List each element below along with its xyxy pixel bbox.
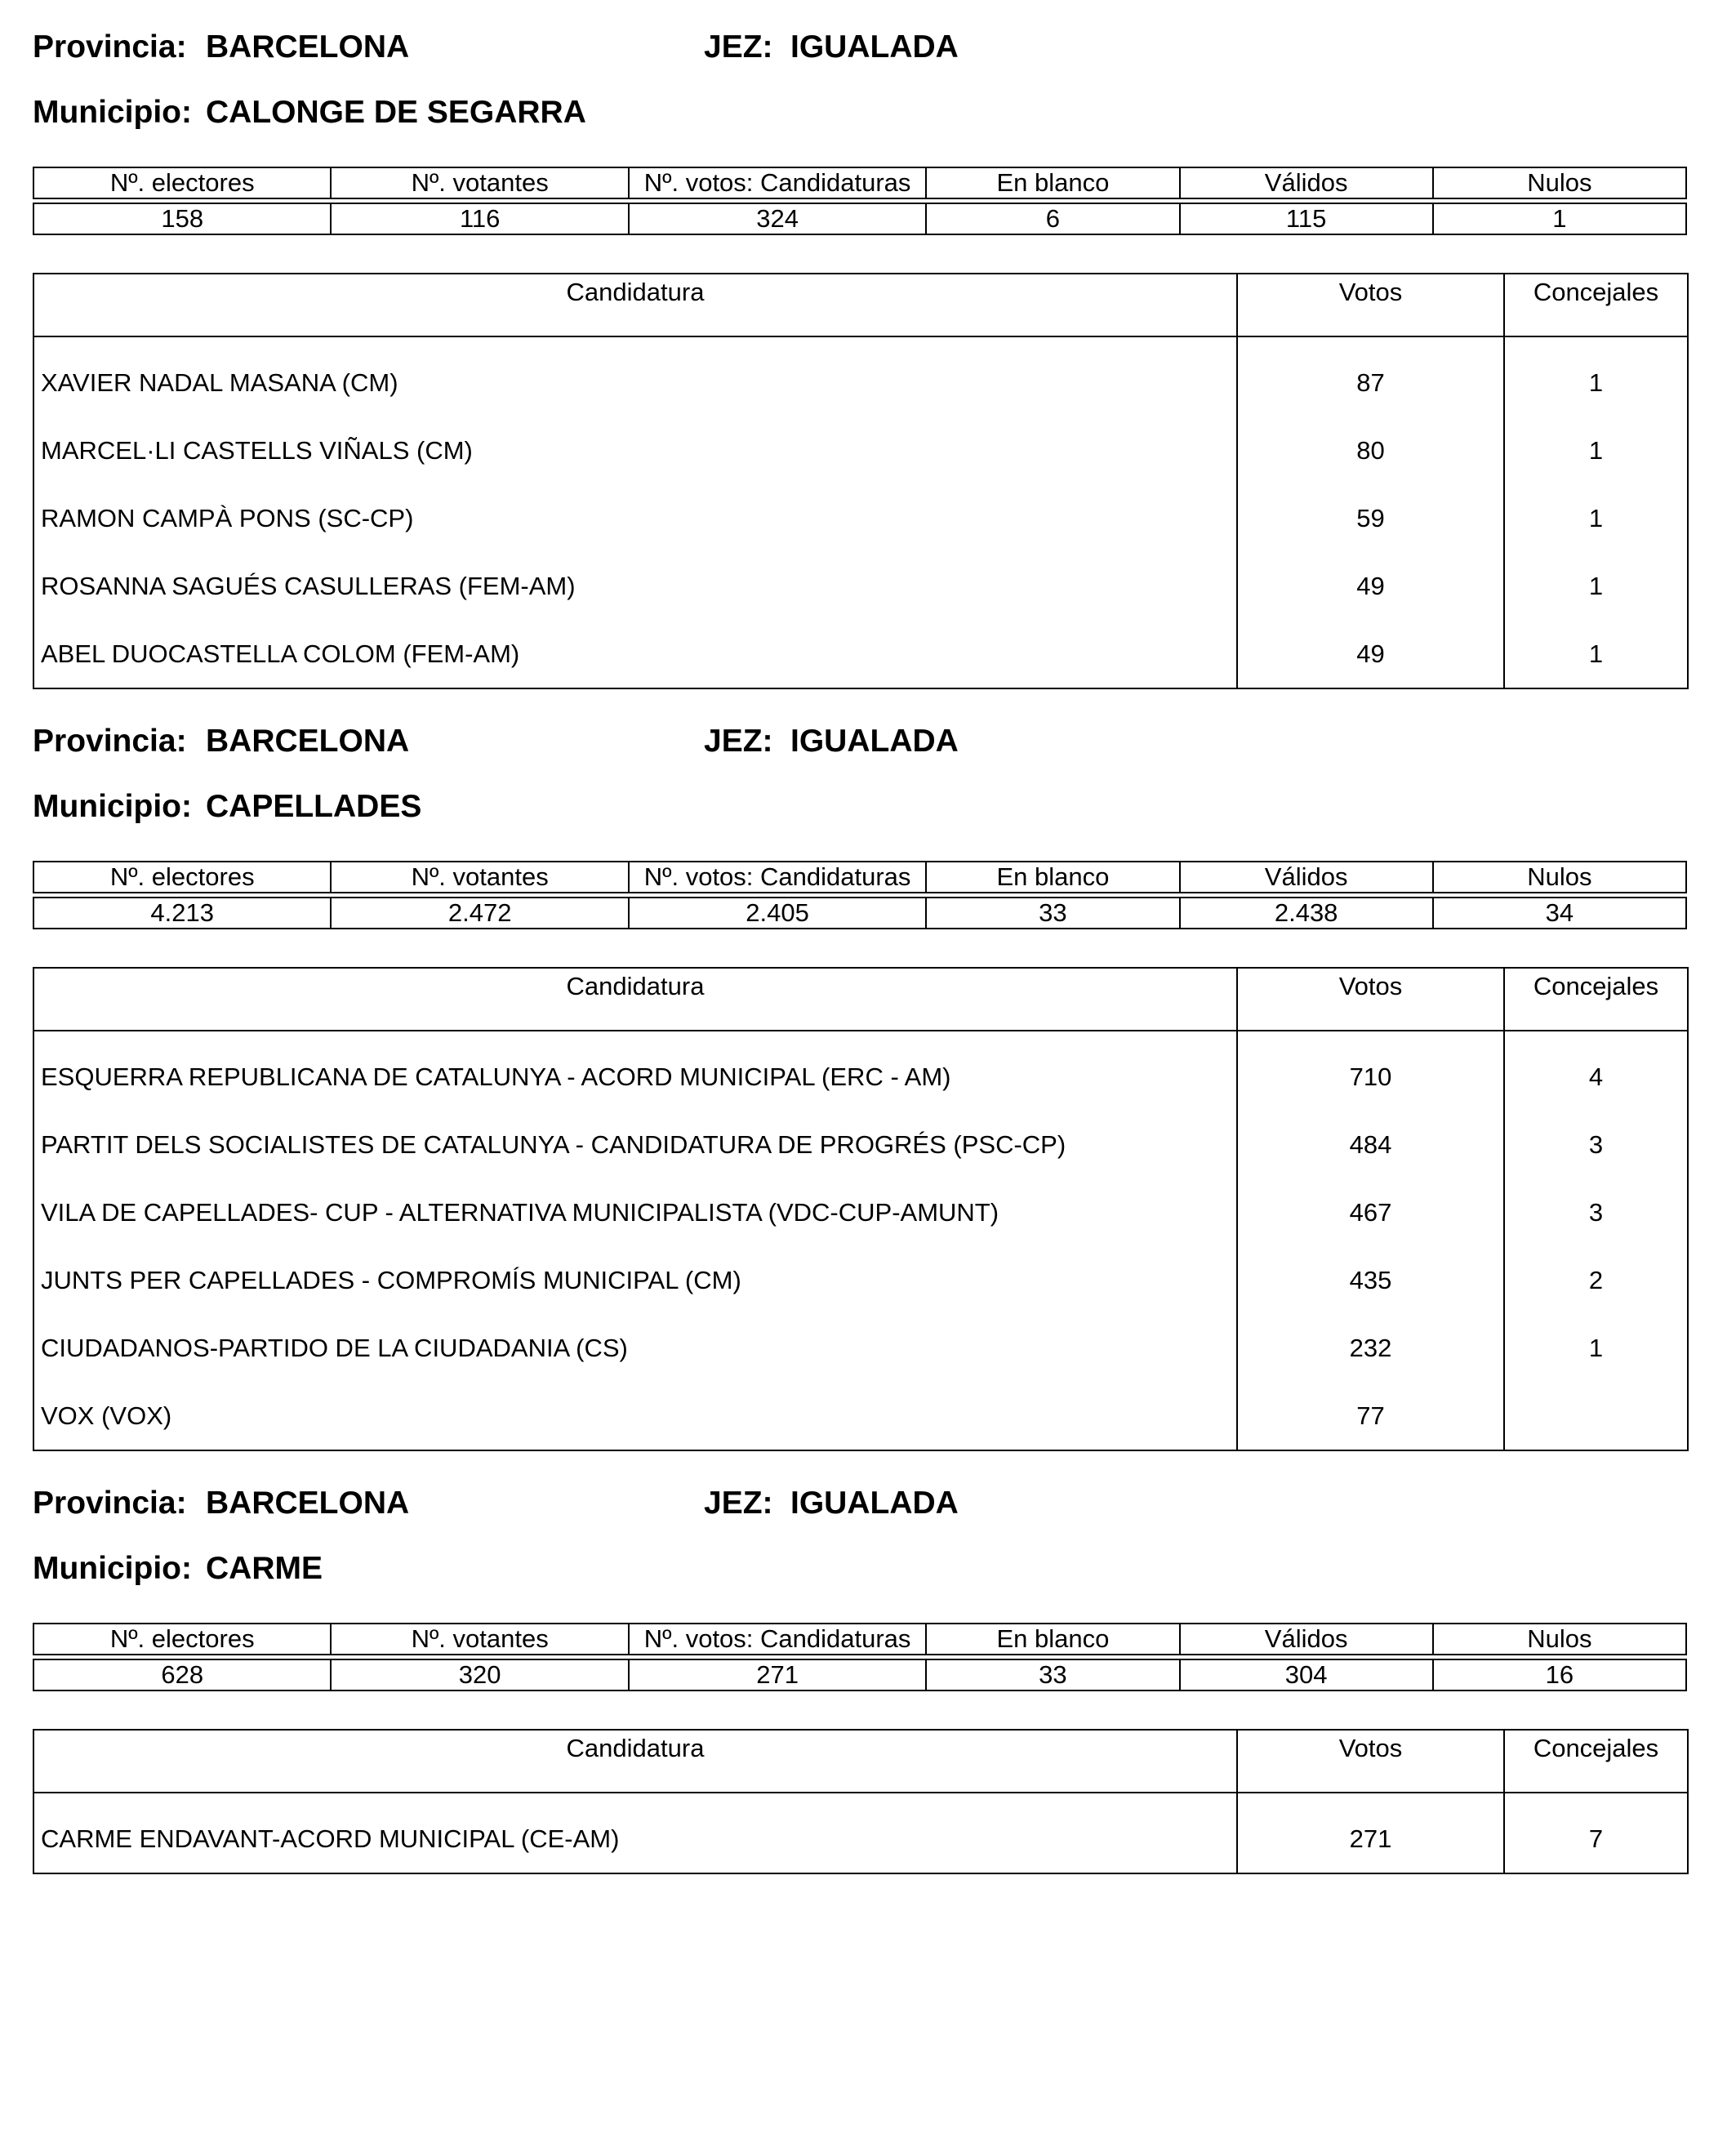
candidature-name: PARTIT DELS SOCIALISTES DE CATALUNYA - CANDIDATURA DE PROGRÉS (PSC-CP) [41, 1129, 1066, 1159]
summary-header-row [33, 862, 1686, 893]
summary-header-cell: Nº. electores [33, 862, 331, 893]
candidatures-table [33, 967, 1689, 1451]
candidature-votes: 49 [1237, 620, 1504, 688]
candidature-votes: 484 [1237, 1111, 1504, 1178]
candidature-row [33, 1111, 1688, 1178]
summary-table [33, 167, 1687, 235]
candidature-row [33, 1314, 1688, 1382]
summary-value-cell: 116 [331, 203, 628, 234]
municipio-value: CALONGE DE SEGARRA [206, 95, 586, 130]
candidature-councillors: 1 [1504, 552, 1688, 620]
candidatures-header-row [33, 274, 1688, 336]
candidature-councillors: 1 [1504, 336, 1688, 416]
summary-value-cell: 320 [331, 1659, 628, 1690]
summary-value-cell: 324 [629, 203, 926, 234]
provincia-value: BARCELONA [206, 724, 410, 759]
summary-header-cell: Nº. electores [33, 1624, 331, 1655]
summary-header-row [33, 167, 1686, 198]
candidature-row [33, 416, 1688, 484]
candidatures-header-cell: Votos [1237, 968, 1504, 1031]
provincia-label: Provincia: [33, 29, 187, 65]
candidature-votes: 232 [1237, 1314, 1504, 1382]
municipio-heading [33, 1551, 1687, 1623]
summary-value-cell: 304 [1180, 1659, 1433, 1690]
candidature-row [33, 336, 1688, 416]
summary-header-cell: En blanco [926, 167, 1179, 198]
jez-value: IGUALADA [790, 1486, 959, 1521]
municipality-section [33, 29, 1687, 689]
summary-header-cell: Nº. electores [33, 167, 331, 198]
summary-header-cell: Nº. votantes [331, 1624, 628, 1655]
candidatures-table [33, 273, 1689, 689]
summary-table [33, 1623, 1687, 1691]
candidature-row [33, 1178, 1688, 1246]
summary-value-cell: 2.405 [629, 898, 926, 929]
candidature-councillors: 1 [1504, 620, 1688, 688]
candidatures-header-row [33, 1730, 1688, 1793]
candidature-votes: 77 [1237, 1382, 1504, 1450]
candidatures-header-cell: Concejales [1504, 968, 1688, 1031]
jez-value: IGUALADA [790, 724, 959, 759]
candidature-name: CIUDADANOS-PARTIDO DE LA CIUDADANIA (CS) [41, 1333, 628, 1362]
candidatures-header-cell: Concejales [1504, 1730, 1688, 1793]
candidatures-header-cell: Candidatura [33, 968, 1237, 1031]
summary-header-cell: Nº. votantes [331, 167, 628, 198]
jez-label: JEZ: [704, 724, 773, 759]
candidature-row [33, 620, 1688, 688]
candidature-name: XAVIER NADAL MASANA (CM) [41, 368, 398, 397]
candidature-votes: 435 [1237, 1246, 1504, 1314]
candidature-councillors: 4 [1504, 1031, 1688, 1111]
candidature-row [33, 1793, 1688, 1873]
candidatures-header-row [33, 968, 1688, 1031]
candidature-name: ROSANNA SAGUÉS CASULLERAS (FEM-AM) [41, 571, 576, 600]
summary-header-cell: Nulos [1433, 1624, 1686, 1655]
jez-value: IGUALADA [790, 29, 959, 65]
candidature-votes: 59 [1237, 484, 1504, 552]
candidature-councillors [1504, 1382, 1688, 1450]
candidature-name: JUNTS PER CAPELLADES - COMPROMÍS MUNICIPAL (CM) [41, 1265, 741, 1294]
municipio-value: CARME [206, 1551, 323, 1586]
candidature-name: MARCEL·LI CASTELLS VIÑALS (CM) [41, 435, 473, 465]
summary-value-row [33, 1659, 1686, 1690]
summary-value-cell: 2.472 [331, 898, 628, 929]
summary-header-row [33, 1624, 1686, 1655]
candidature-councillors: 1 [1504, 1314, 1688, 1382]
candidature-row [33, 484, 1688, 552]
municipio-heading [33, 789, 1687, 861]
candidature-name: RAMON CAMPÀ PONS (SC-CP) [41, 503, 414, 532]
candidature-votes: 710 [1237, 1031, 1504, 1111]
summary-header-cell: Nulos [1433, 862, 1686, 893]
summary-value-cell: 6 [926, 203, 1179, 234]
summary-value-cell: 1 [1433, 203, 1686, 234]
candidature-votes: 271 [1237, 1793, 1504, 1873]
summary-header-cell: En blanco [926, 1624, 1179, 1655]
summary-value-cell: 628 [33, 1659, 331, 1690]
provincia-value: BARCELONA [206, 29, 410, 65]
candidatures-header-cell: Concejales [1504, 274, 1688, 336]
summary-value-cell: 158 [33, 203, 331, 234]
summary-value-cell: 271 [629, 1659, 926, 1690]
candidature-name: ABEL DUOCASTELLA COLOM (FEM-AM) [41, 639, 520, 668]
provincia-value: BARCELONA [206, 1486, 410, 1521]
summary-header-cell: Nulos [1433, 167, 1686, 198]
candidature-councillors: 1 [1504, 416, 1688, 484]
municipio-label: Municipio: [33, 95, 192, 130]
candidature-name: CARME ENDAVANT-ACORD MUNICIPAL (CE-AM) [41, 1824, 620, 1853]
candidature-votes: 467 [1237, 1178, 1504, 1246]
candidature-row [33, 552, 1688, 620]
municipio-label: Municipio: [33, 1551, 192, 1586]
municipio-label: Municipio: [33, 789, 192, 824]
summary-table [33, 861, 1687, 929]
candidature-votes: 87 [1237, 336, 1504, 416]
candidatures-header-cell: Candidatura [33, 1730, 1237, 1793]
candidature-name: VOX (VOX) [41, 1401, 172, 1430]
section-header [33, 724, 1687, 789]
summary-value-row [33, 898, 1686, 929]
candidature-row [33, 1246, 1688, 1314]
provincia-label: Provincia: [33, 724, 187, 759]
candidature-row [33, 1382, 1688, 1450]
candidature-row [33, 1031, 1688, 1111]
candidature-councillors: 3 [1504, 1178, 1688, 1246]
summary-value-cell: 115 [1180, 203, 1433, 234]
candidatures-header-cell: Candidatura [33, 274, 1237, 336]
municipio-value: CAPELLADES [206, 789, 422, 824]
candidature-name: ESQUERRA REPUBLICANA DE CATALUNYA - ACORD MUNICIPAL (ERC - AM) [41, 1062, 951, 1091]
municipality-section [33, 1486, 1687, 1874]
summary-header-cell: Válidos [1180, 862, 1433, 893]
candidature-councillors: 1 [1504, 484, 1688, 552]
candidatures-header-cell: Votos [1237, 1730, 1504, 1793]
candidature-name: VILA DE CAPELLADES- CUP - ALTERNATIVA MUNICIPALISTA (VDC-CUP-AMUNT) [41, 1197, 999, 1227]
section-header [33, 1486, 1687, 1551]
summary-value-cell: 33 [926, 1659, 1179, 1690]
jez-label: JEZ: [704, 29, 773, 65]
candidatures-table [33, 1729, 1689, 1874]
municipality-section [33, 724, 1687, 1451]
summary-header-cell: Válidos [1180, 1624, 1433, 1655]
summary-value-cell: 16 [1433, 1659, 1686, 1690]
summary-header-cell: En blanco [926, 862, 1179, 893]
candidature-councillors: 2 [1504, 1246, 1688, 1314]
summary-value-cell: 4.213 [33, 898, 331, 929]
summary-value-cell: 34 [1433, 898, 1686, 929]
summary-header-cell: Nº. votos: Candidaturas [629, 167, 926, 198]
candidature-votes: 80 [1237, 416, 1504, 484]
summary-value-cell: 33 [926, 898, 1179, 929]
candidatures-header-cell: Votos [1237, 274, 1504, 336]
candidature-votes: 49 [1237, 552, 1504, 620]
summary-value-cell: 2.438 [1180, 898, 1433, 929]
section-header [33, 29, 1687, 95]
candidature-councillors: 7 [1504, 1793, 1688, 1873]
candidature-councillors: 3 [1504, 1111, 1688, 1178]
summary-header-cell: Nº. votos: Candidaturas [629, 862, 926, 893]
summary-header-cell: Válidos [1180, 167, 1433, 198]
summary-header-cell: Nº. votantes [331, 862, 628, 893]
summary-value-row [33, 203, 1686, 234]
municipio-heading [33, 95, 1687, 167]
jez-label: JEZ: [704, 1486, 773, 1521]
summary-header-cell: Nº. votos: Candidaturas [629, 1624, 926, 1655]
provincia-label: Provincia: [33, 1486, 187, 1521]
